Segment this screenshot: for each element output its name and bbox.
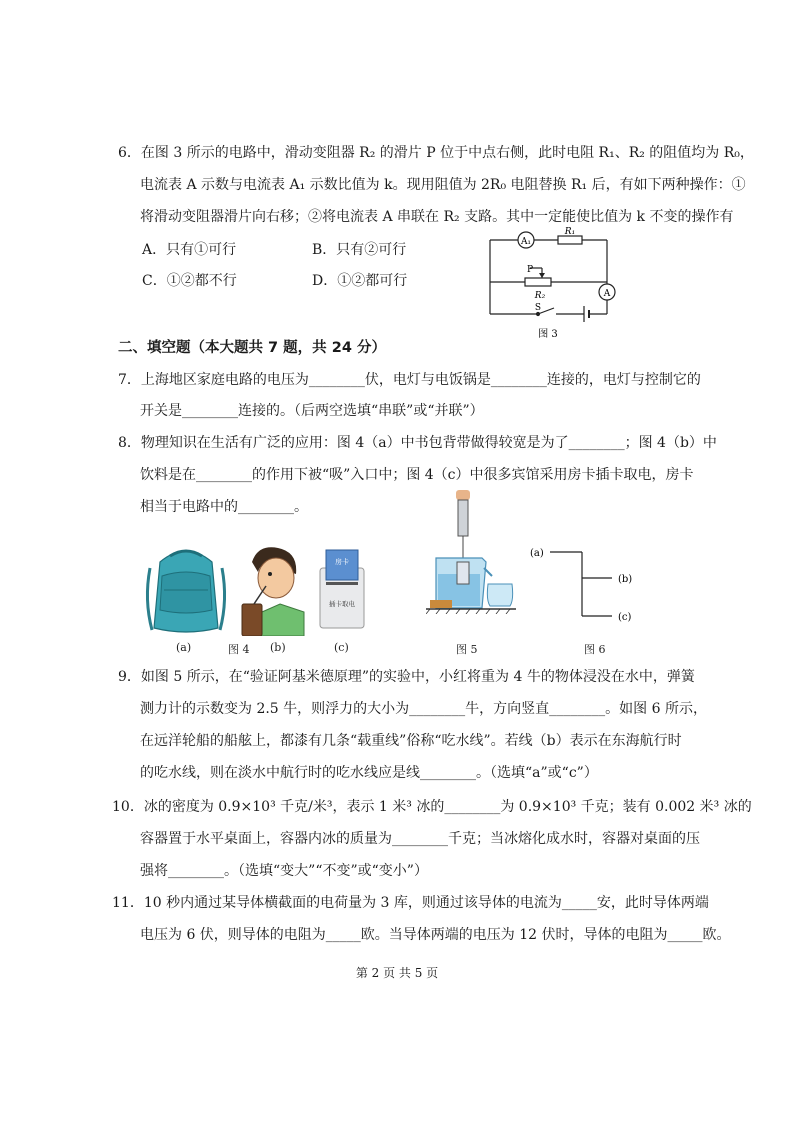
- figure-4c-card-slot: [316, 546, 368, 630]
- q10-line-3: 强将________。（选填“变大”“不变”或“变小”）: [140, 863, 428, 879]
- q6-line-2: 电流表 A 示数与电流表 A₁ 示数比值为 k。现用阻值为 2R₀ 电阻替换 R₁ 后，有如下两种操作：①: [140, 177, 746, 193]
- q7-line-1: 7．上海地区家庭电路的电压为________伏，电灯与电饭锅是________连接的，电灯与控制它的: [118, 372, 701, 388]
- page-number: 第 2 页 共 5 页: [355, 966, 439, 980]
- q6-option-d[interactable]: D．①②都可行: [312, 273, 408, 289]
- q6-option-a[interactable]: A．只有①可行: [142, 242, 237, 258]
- fig3-label-s: S: [534, 303, 542, 313]
- q8-line-1: 8．物理知识在生活有广泛的应用：图 4（a）中书包背带做得较宽是为了________；图 4（b）中: [118, 435, 717, 451]
- fig6-caption: 图 6: [584, 643, 606, 656]
- q6-line-1: 6．在图 3 所示的电路中，滑动变阻器 R₂ 的滑片 P 位于中点右侧，此时电阻 R₁、R₂ 的阻值均为 R₀，: [118, 145, 754, 161]
- q9-line-3: 在远洋轮船的船舷上，都漆有几条“载重线”俗称“吃水线”。若线（b）表示在东海航行时: [140, 733, 682, 749]
- figure-4b-boy-drinking: [240, 542, 310, 636]
- fig3-label-p: P: [526, 265, 534, 275]
- q10-line-2: 容器置于水平桌面上，容器内冰的质量为________千克；当冰熔化成水时，容器对桌面的压: [140, 831, 700, 847]
- figure-6-waterlines: [526, 540, 636, 630]
- q8-line-2: 饮料是在________的作用下被“吸”入口中；图 4（c）中很多宾馆采用房卡插卡取电，房卡: [140, 467, 694, 483]
- fig4c-card-text: 房卡: [335, 558, 349, 566]
- fig4c-slot-text: 插卡取电: [329, 600, 355, 608]
- fig3-label-a: A: [603, 289, 611, 299]
- fig3-label-r1: R₁: [564, 227, 576, 237]
- fig3-caption: 图 3: [538, 329, 558, 340]
- q6-option-b[interactable]: B．只有②可行: [312, 242, 407, 258]
- q6-option-c[interactable]: C．①②都不行: [142, 273, 237, 289]
- q10-line-1: 10．冰的密度为 0.9×10³ 千克/米³，表示 1 米³ 冰的________为 0.9×10³ 千克；装有 0.002 米³ 冰的: [112, 799, 752, 815]
- q9-line-2: 测力计的示数变为 2.5 牛，则浮力的大小为________牛，方向竖直________。如图 6 所示，: [140, 701, 707, 717]
- fig3-label-a1: A₁: [520, 237, 532, 247]
- fig4-label-a: (a): [176, 641, 192, 654]
- fig6-label-c: (c): [618, 612, 632, 623]
- fig4-label-b: (b): [270, 641, 286, 654]
- q9-line-4: 的吃水线，则在淡水中航行时的吃水线应是线________。（选填“a”或“c”）: [140, 765, 598, 781]
- q11-line-2: 电压为 6 伏，则导体的电阻为_____欧。当导体两端的电压为 12 伏时，导体的电阻为_____欧。: [140, 927, 731, 943]
- fig3-label-r2: R₂: [534, 291, 546, 301]
- q8-line-3: 相当于电路中的________。: [140, 499, 308, 515]
- fig6-label-b: (b): [618, 574, 633, 585]
- q11-line-1: 11．10 秒内通过某导体横截面的电荷量为 3 库，则通过该导体的电流为_____安，此时导体两端: [112, 895, 709, 911]
- section-2-title: 二、填空题（本大题共 7 题，共 24 分）: [118, 340, 386, 356]
- q7-line-2: 开关是________连接的。（后两空选填“串联”或“并联”）: [140, 403, 484, 419]
- figure-5-archimedes: [426, 488, 516, 614]
- figure-4a-backpack: [140, 540, 232, 636]
- q6-line-3: 将滑动变阻器滑片向右移；②将电流表 A 串联在 R₂ 支路。其中一定能使比值为 k 不变的操作有: [140, 209, 734, 225]
- fig5-caption: 图 5: [456, 643, 478, 656]
- fig4-label-c: (c): [334, 641, 349, 654]
- fig4-caption: 图 4: [228, 643, 250, 656]
- fig6-label-a: (a): [530, 548, 544, 559]
- q9-line-1: 9．如图 5 所示，在“验证阿基米德原理”的实验中，小红将重为 4 牛的物体浸没在水中，弹簧: [118, 669, 695, 685]
- figure-3-circuit: [480, 226, 630, 342]
